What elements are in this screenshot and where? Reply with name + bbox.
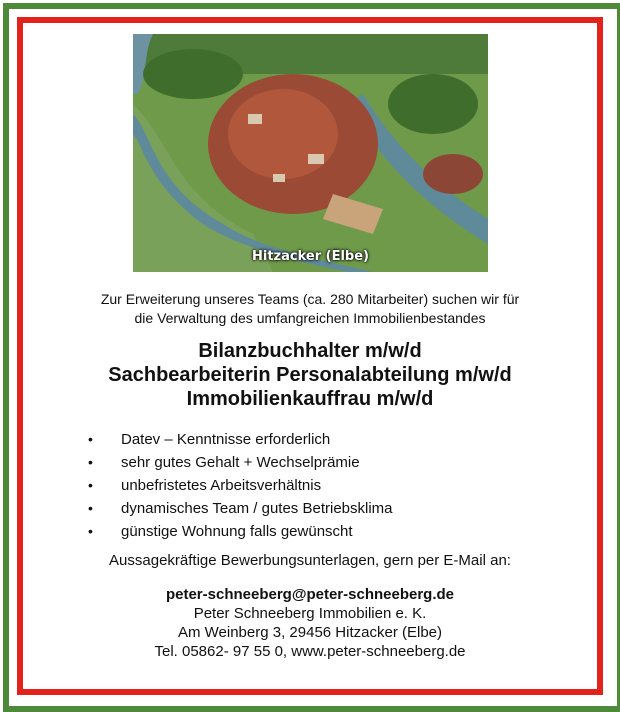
- job-title: Sachbearbeiterin Personalabteilung m/w/d: [108, 364, 512, 386]
- intro-line-2: die Verwaltung des umfangreichen Immobilienbestandes: [134, 310, 486, 326]
- job-title: Bilanzbuchhalter m/w/d: [198, 340, 422, 362]
- list-item: [88, 474, 393, 497]
- aerial-photo-hitzacker: [133, 34, 488, 272]
- benefit-text: unbefristetes Arbeitsverhältnis: [121, 477, 322, 494]
- benefit-text: Datev – Kenntnisse erforderlich: [121, 431, 331, 448]
- bullet-icon: •: [88, 454, 93, 470]
- intro-text: [30, 290, 590, 328]
- list-item: [88, 428, 393, 451]
- benefit-text: dynamisches Team / gutes Betriebsklima: [121, 500, 393, 517]
- bullet-icon: •: [88, 500, 93, 516]
- bullet-icon: •: [88, 523, 93, 539]
- list-item: [88, 520, 393, 543]
- bullet-icon: •: [88, 477, 93, 493]
- list-item: [88, 451, 393, 474]
- contact-block: [30, 585, 590, 661]
- phone-and-website: Tel. 05862- 97 55 0, www.peter-schneeberg.de: [154, 643, 466, 660]
- bullet-icon: •: [88, 431, 93, 447]
- contact-email-link[interactable]: peter-schneeberg@peter-schneeberg.de: [165, 586, 455, 603]
- benefit-text: günstige Wohnung falls gewünscht: [121, 523, 353, 540]
- company-name: Peter Schneeberg Immobilien e. K.: [193, 605, 427, 622]
- benefits-list: [88, 428, 393, 543]
- application-call-to-action: Aussagekräftige Bewerbungsunterlagen, gern per E-Mail an:: [109, 552, 511, 569]
- job-title: Immobilienkauffrau m/w/d: [186, 388, 434, 410]
- benefit-text: sehr gutes Gehalt + Wechselprämie: [121, 454, 360, 471]
- company-address: Am Weinberg 3, 29456 Hitzacker (Elbe): [177, 624, 442, 641]
- job-titles: [30, 339, 590, 411]
- intro-line-1: Zur Erweiterung unseres Teams (ca. 280 Mitarbeiter) suchen wir für: [100, 291, 520, 307]
- list-item: [88, 497, 393, 520]
- photo-caption: Hitzacker (Elbe): [252, 249, 369, 264]
